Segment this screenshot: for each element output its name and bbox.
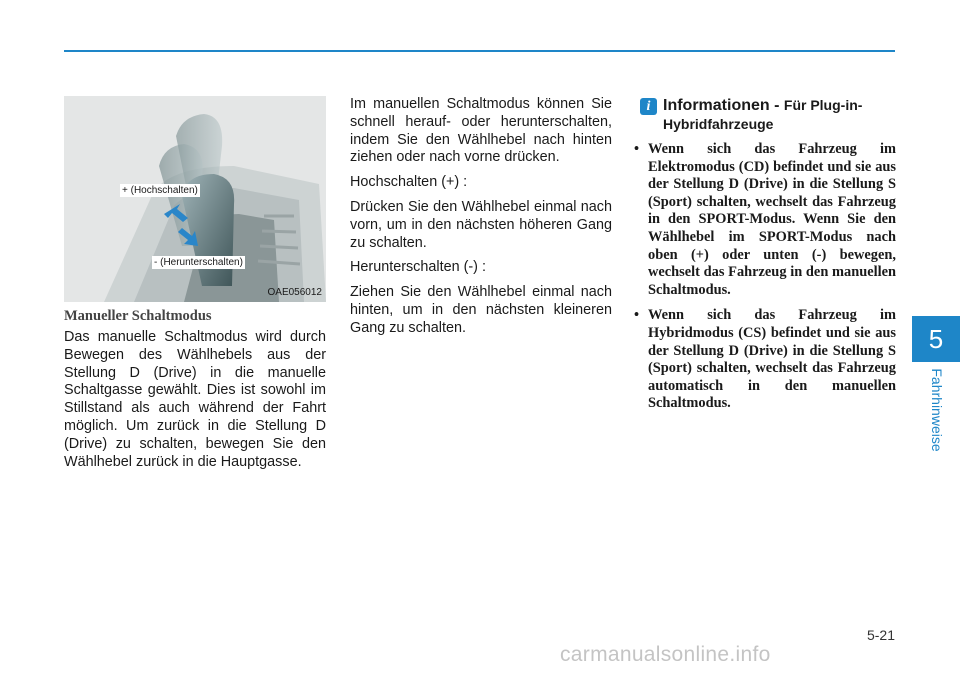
upshift-label: + (Hochschalten) (122, 185, 198, 196)
list-item-text: Wenn sich das Fahrzeug im Hybridmodus (CS) befindet und sie aus der Stellung D (Drive) in die Stellung S (Sport) schalten, wechselt das Fahrzeug automatisch in den manuellen Schaltmodus. (648, 307, 896, 412)
info-icon: i (640, 98, 657, 115)
top-rule (64, 50, 895, 52)
watermark: carmanualsonline.info (560, 643, 771, 666)
paragraph-intro: Im manuellen Schaltmodus können Sie schnell herauf- oder herunterschalten, indem Sie den Wählhebel nach hinten ziehen oder nach vorne drücken. (350, 96, 612, 166)
bullet: • (634, 141, 640, 157)
page-number: 5-21 (866, 627, 895, 643)
downshift-label: - (Herunterschalten) (154, 257, 243, 268)
chapter-label: Fahrhinweise (929, 368, 945, 452)
bullet: • (634, 307, 640, 324)
section-body-text: Das manuelle Schaltmodus wird durch Bewegen des Wählhebels aus der Stellung D (Drive) in die manuelle Schaltgasse gewählt. Dies ist sowohl im Stillstand als auch während der Fahrt möglich. Um zurück in die Stellung D (Drive) zu schalten, bewegen Sie den Wählhebel zurück in die Hauptgasse. (64, 329, 326, 470)
paragraph-upshift-text: Drücken Sie den Wählhebel einmal nach vorn, um in den nächsten höheren Gang zu schalten. (350, 198, 612, 251)
info-list (632, 141, 896, 421)
list-item (632, 307, 896, 413)
info-title-sub: Für Plug-in-Hybridfahrzeuge (663, 97, 863, 132)
list-item-text: Wenn sich das Fahrzeug im Elektromodus (CD) befindet und sie aus der Stellung D (Drive) in die Stellung S (Sport) schalten, wechselt das Fahrzeug in den SPORT-Modus. Wenn Sie den Wählhebel im SPORT-Modus nach oben (+) oder unten (-) bewegen, wechselt das Fahrzeug in den manuellen Schaltmodus. (648, 141, 896, 298)
paragraph-upshift-heading: Hochschalten (+) : (350, 174, 468, 191)
shift-instructions (350, 96, 612, 345)
figure-code: OAE056012 (267, 287, 322, 298)
section-heading: Manueller Schaltmodus (64, 308, 212, 324)
info-title-main: Informationen - (663, 97, 784, 114)
gear-shifter-drawing (64, 96, 326, 302)
chapter-tab: 5 (912, 316, 960, 362)
paragraph-downshift-heading: Herunterschalten (-) : (350, 259, 486, 276)
info-title (663, 96, 895, 134)
list-item (632, 141, 896, 299)
paragraph-downshift-text: Ziehen Sie den Wählhebel einmal nach hinten, um in den nächsten kleineren Gang zu schalten. (350, 284, 612, 336)
gear-shifter-illustration (64, 96, 326, 302)
